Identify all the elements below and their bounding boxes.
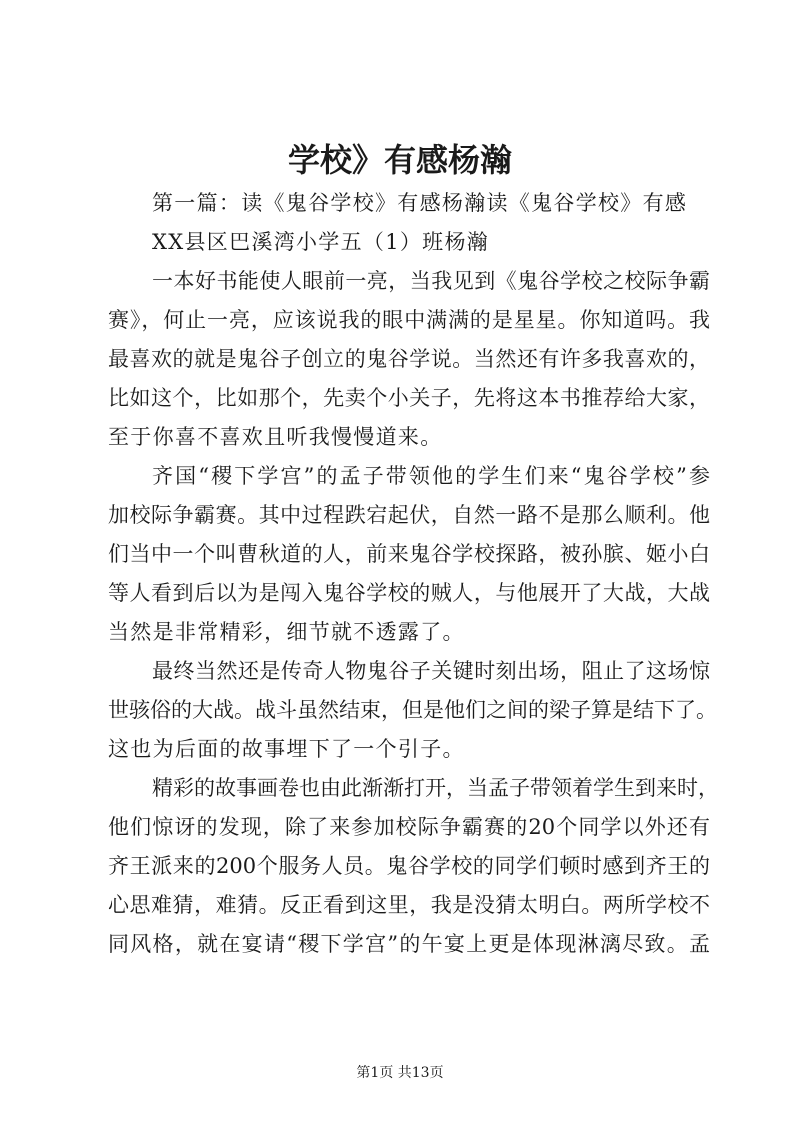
text-line: 比如这个，比如那个，先卖个小关子，先将这本书推荐给大家， xyxy=(108,386,710,410)
text-line: XX县区巴溪湾小学五（1）班杨瀚 xyxy=(152,230,490,254)
text-line: 等人看到后以为是闯入鬼谷学校的贼人，与他展开了大战，大战 xyxy=(108,581,710,605)
text-line: 赛》，何止一亮，应该说我的眼中满满的是星星。你知道吗。我 xyxy=(108,308,710,332)
text-line: 这也为后面的故事埋下了一个引子。 xyxy=(108,737,465,761)
text-line: 心思难猜，难猜。反正看到这里，我是没猜太明白。两所学校不 xyxy=(108,893,710,917)
text-line: 最终当然还是传奇人物鬼谷子关键时刻出场，阻止了这场惊 xyxy=(152,659,710,683)
page-footer: 第1页 共13页 xyxy=(356,1065,444,1081)
text-line: 精彩的故事画卷也由此渐渐打开，当孟子带领着学生到来时， xyxy=(152,776,719,800)
text-line: 们当中一个叫曹秋道的人，前来鬼谷学校探路，被孙膑、姬小白 xyxy=(108,542,710,566)
text-line: 第一篇：读《鬼谷学校》有感杨瀚读《鬼谷学校》有感 xyxy=(152,191,688,215)
text-line: 至于你喜不喜欢且听我慢慢道来。 xyxy=(108,425,443,449)
text-line: 齐王派来的200个服务人员。鬼谷学校的同学们顿时感到齐王的 xyxy=(108,854,710,878)
text-line: 齐国“稷下学宫”的孟子带领他的学生们来“鬼谷学校”参 xyxy=(152,464,710,488)
text-line: 一本好书能使人眼前一亮，当我见到《鬼谷学校之校际争霸 xyxy=(152,269,710,293)
text-line: 最喜欢的就是鬼谷子创立的鬼谷学说。当然还有许多我喜欢的， xyxy=(108,347,710,371)
document-body xyxy=(108,184,719,964)
text-line: 加校际争霸赛。其中过程跌宕起伏，自然一路不是那么顺利。他 xyxy=(108,503,710,527)
text-line: 同风格，就在宴请“稷下学宫”的午宴上更是体现淋漓尽致。孟 xyxy=(108,932,710,956)
document-title: 学校》有感杨瀚 xyxy=(287,141,512,179)
text-line: 世骇俗的大战。战斗虽然结束，但是他们之间的梁子算是结下了。 xyxy=(108,698,717,722)
text-line: 当然是非常精彩，细节就不透露了。 xyxy=(108,620,465,644)
text-line: 他们惊讶的发现，除了来参加校际争霸赛的20个同学以外还有 xyxy=(108,815,710,839)
